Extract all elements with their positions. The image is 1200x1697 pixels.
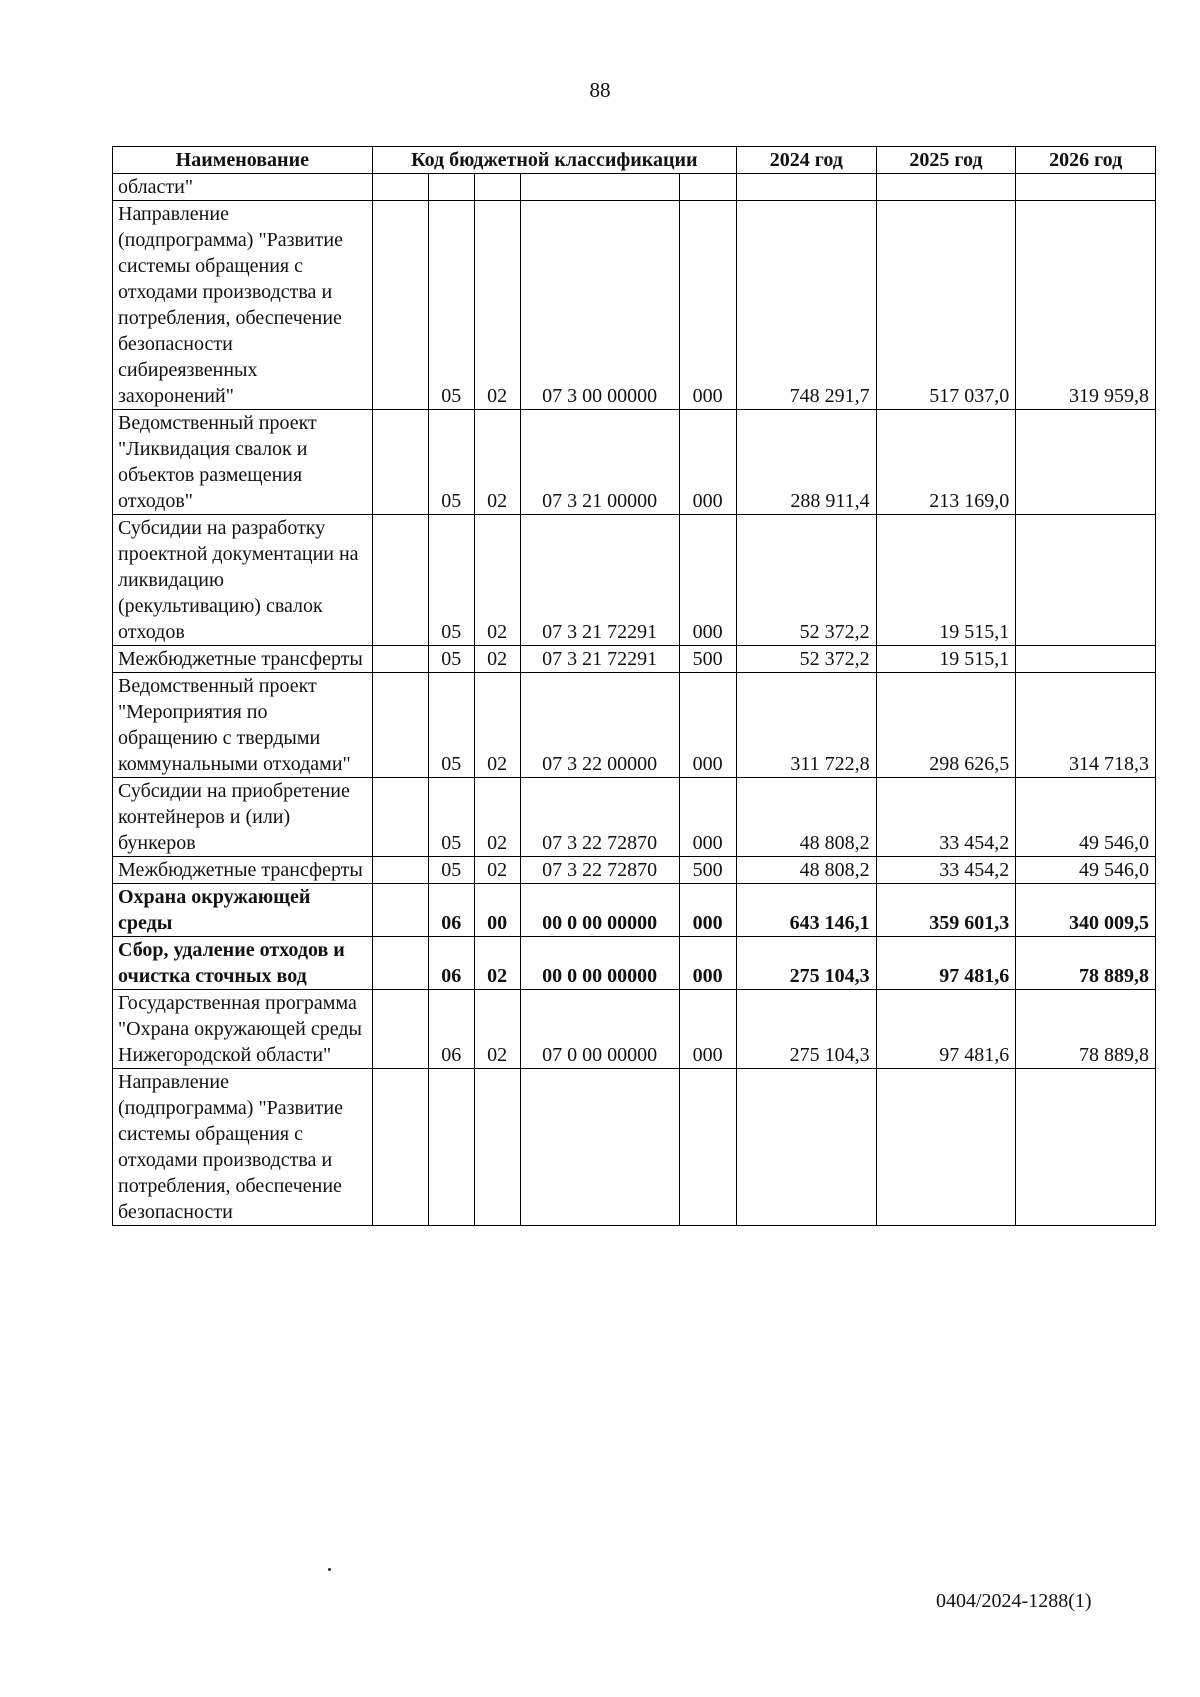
row-expense-type: 500: [680, 646, 737, 673]
table-row: [113, 990, 1156, 1069]
row-2025: 213 169,0: [876, 410, 1016, 515]
row-subsection: 02: [475, 646, 521, 673]
row-2026: 49 546,0: [1016, 857, 1156, 884]
row-2026: [1016, 515, 1156, 646]
header-2026: 2026 год: [1016, 147, 1156, 174]
row-section: 05: [429, 857, 475, 884]
table-row: [113, 673, 1156, 778]
row-2026: [1016, 1069, 1156, 1226]
row-target-article: 07 3 21 00000: [520, 410, 679, 515]
row-2026: 78 889,8: [1016, 990, 1156, 1069]
row-expense-type: 000: [680, 937, 737, 990]
row-name: Субсидии на приобретение контейнеров и (или) бункеров: [113, 778, 373, 857]
table-row: [113, 201, 1156, 410]
row-2025: 97 481,6: [876, 937, 1016, 990]
row-2025: 517 037,0: [876, 201, 1016, 410]
row-section: 05: [429, 673, 475, 778]
row-empty-col: [372, 646, 429, 673]
row-subsection: 02: [475, 778, 521, 857]
row-2026: 319 959,8: [1016, 201, 1156, 410]
row-name: Межбюджетные трансферты: [113, 857, 373, 884]
row-name: Межбюджетные трансферты: [113, 646, 373, 673]
header-code: Код бюджетной классификации: [372, 147, 736, 174]
table-row: [113, 515, 1156, 646]
row-expense-type: [680, 1069, 737, 1226]
row-2025: 298 626,5: [876, 673, 1016, 778]
row-2026: [1016, 410, 1156, 515]
row-name: Государственная программа "Охрана окружающей среды Нижегородской области": [113, 990, 373, 1069]
row-target-article: 07 0 00 00000: [520, 990, 679, 1069]
row-subsection: [475, 174, 521, 201]
row-2026: 314 718,3: [1016, 673, 1156, 778]
row-2024: 275 104,3: [737, 937, 877, 990]
row-2025: [876, 1069, 1016, 1226]
row-expense-type: 000: [680, 201, 737, 410]
row-subsection: 02: [475, 990, 521, 1069]
row-name: Охрана окружающей среды: [113, 884, 373, 937]
row-target-article: 00 0 00 00000: [520, 884, 679, 937]
row-target-article: 07 3 22 72870: [520, 857, 679, 884]
row-section: 05: [429, 515, 475, 646]
row-target-article: 07 3 22 00000: [520, 673, 679, 778]
row-section: 05: [429, 646, 475, 673]
row-2025: 19 515,1: [876, 515, 1016, 646]
row-name: Субсидии на разработку проектной документации на ликвидацию (рекультивацию) свалок отходов: [113, 515, 373, 646]
table-row: [113, 1069, 1156, 1226]
row-empty-col: [372, 174, 429, 201]
row-empty-col: [372, 884, 429, 937]
row-expense-type: 000: [680, 884, 737, 937]
row-2024: 48 808,2: [737, 778, 877, 857]
row-target-article: 07 3 21 72291: [520, 646, 679, 673]
row-subsection: 02: [475, 937, 521, 990]
row-empty-col: [372, 1069, 429, 1226]
row-subsection: 02: [475, 201, 521, 410]
row-2025: 97 481,6: [876, 990, 1016, 1069]
row-expense-type: [680, 174, 737, 201]
header-name: Наименование: [113, 147, 373, 174]
budget-table: [112, 146, 1156, 1226]
row-expense-type: 000: [680, 778, 737, 857]
row-empty-col: [372, 515, 429, 646]
row-2025: 19 515,1: [876, 646, 1016, 673]
row-subsection: 02: [475, 857, 521, 884]
row-section: [429, 1069, 475, 1226]
row-target-article: 07 3 21 72291: [520, 515, 679, 646]
row-2025: 33 454,2: [876, 857, 1016, 884]
table-row-subsection-total: [113, 937, 1156, 990]
row-empty-col: [372, 778, 429, 857]
page-number: 88: [589, 78, 611, 102]
row-2026: 340 009,5: [1016, 884, 1156, 937]
row-target-article: [520, 1069, 679, 1226]
row-section: 06: [429, 884, 475, 937]
table-row: [113, 646, 1156, 673]
row-name: Ведомственный проект "Мероприятия по обращению с твердыми коммунальными отходами": [113, 673, 373, 778]
row-expense-type: 000: [680, 990, 737, 1069]
row-section: [429, 174, 475, 201]
row-section: 05: [429, 410, 475, 515]
row-2026: 49 546,0: [1016, 778, 1156, 857]
row-name: области": [113, 174, 373, 201]
row-2024: [737, 174, 877, 201]
row-expense-type: 000: [680, 515, 737, 646]
row-2024: [737, 1069, 877, 1226]
row-empty-col: [372, 201, 429, 410]
table-row-section-total: [113, 884, 1156, 937]
row-empty-col: [372, 857, 429, 884]
row-2024: 52 372,2: [737, 515, 877, 646]
row-expense-type: 500: [680, 857, 737, 884]
row-2026: 78 889,8: [1016, 937, 1156, 990]
row-target-article: 07 3 22 72870: [520, 778, 679, 857]
row-section: 05: [429, 778, 475, 857]
row-2024: 52 372,2: [737, 646, 877, 673]
row-expense-type: 000: [680, 673, 737, 778]
row-2025: [876, 174, 1016, 201]
row-2024: 643 146,1: [737, 884, 877, 937]
row-name: Направление (подпрограмма) "Развитие системы обращения с отходами производства и потребления, обеспечение безопасности сибиреязвенных захоронений": [113, 201, 373, 410]
table-row: [113, 857, 1156, 884]
row-empty-col: [372, 673, 429, 778]
row-2024: 311 722,8: [737, 673, 877, 778]
row-section: 06: [429, 990, 475, 1069]
row-2024: 748 291,7: [737, 201, 877, 410]
table-row: [113, 174, 1156, 201]
table-header-row: [113, 147, 1156, 174]
row-subsection: 00: [475, 884, 521, 937]
row-empty-col: [372, 410, 429, 515]
row-2024: 275 104,3: [737, 990, 877, 1069]
row-2026: [1016, 174, 1156, 201]
row-subsection: 02: [475, 673, 521, 778]
row-2026: [1016, 646, 1156, 673]
row-section: 06: [429, 937, 475, 990]
table-row: [113, 410, 1156, 515]
row-name: Ведомственный проект "Ликвидация свалок и объектов размещения отходов": [113, 410, 373, 515]
row-empty-col: [372, 990, 429, 1069]
scan-dot: [328, 1568, 331, 1571]
row-2024: 48 808,2: [737, 857, 877, 884]
row-name: Сбор, удаление отходов и очистка сточных вод: [113, 937, 373, 990]
row-subsection: [475, 1069, 521, 1226]
row-target-article: 00 0 00 00000: [520, 937, 679, 990]
row-target-article: 07 3 00 00000: [520, 201, 679, 410]
row-2025: 33 454,2: [876, 778, 1016, 857]
row-subsection: 02: [475, 515, 521, 646]
row-name: Направление (подпрограмма) "Развитие системы обращения с отходами производства и потребления, обеспечение безопасности: [113, 1069, 373, 1226]
row-subsection: 02: [475, 410, 521, 515]
row-empty-col: [372, 937, 429, 990]
header-2024: 2024 год: [737, 147, 877, 174]
document-code: 0404/2024-1288(1): [936, 1590, 1092, 1612]
header-2025: 2025 год: [876, 147, 1016, 174]
row-2024: 288 911,4: [737, 410, 877, 515]
table-row: [113, 778, 1156, 857]
row-2025: 359 601,3: [876, 884, 1016, 937]
row-section: 05: [429, 201, 475, 410]
row-target-article: [520, 174, 679, 201]
row-expense-type: 000: [680, 410, 737, 515]
